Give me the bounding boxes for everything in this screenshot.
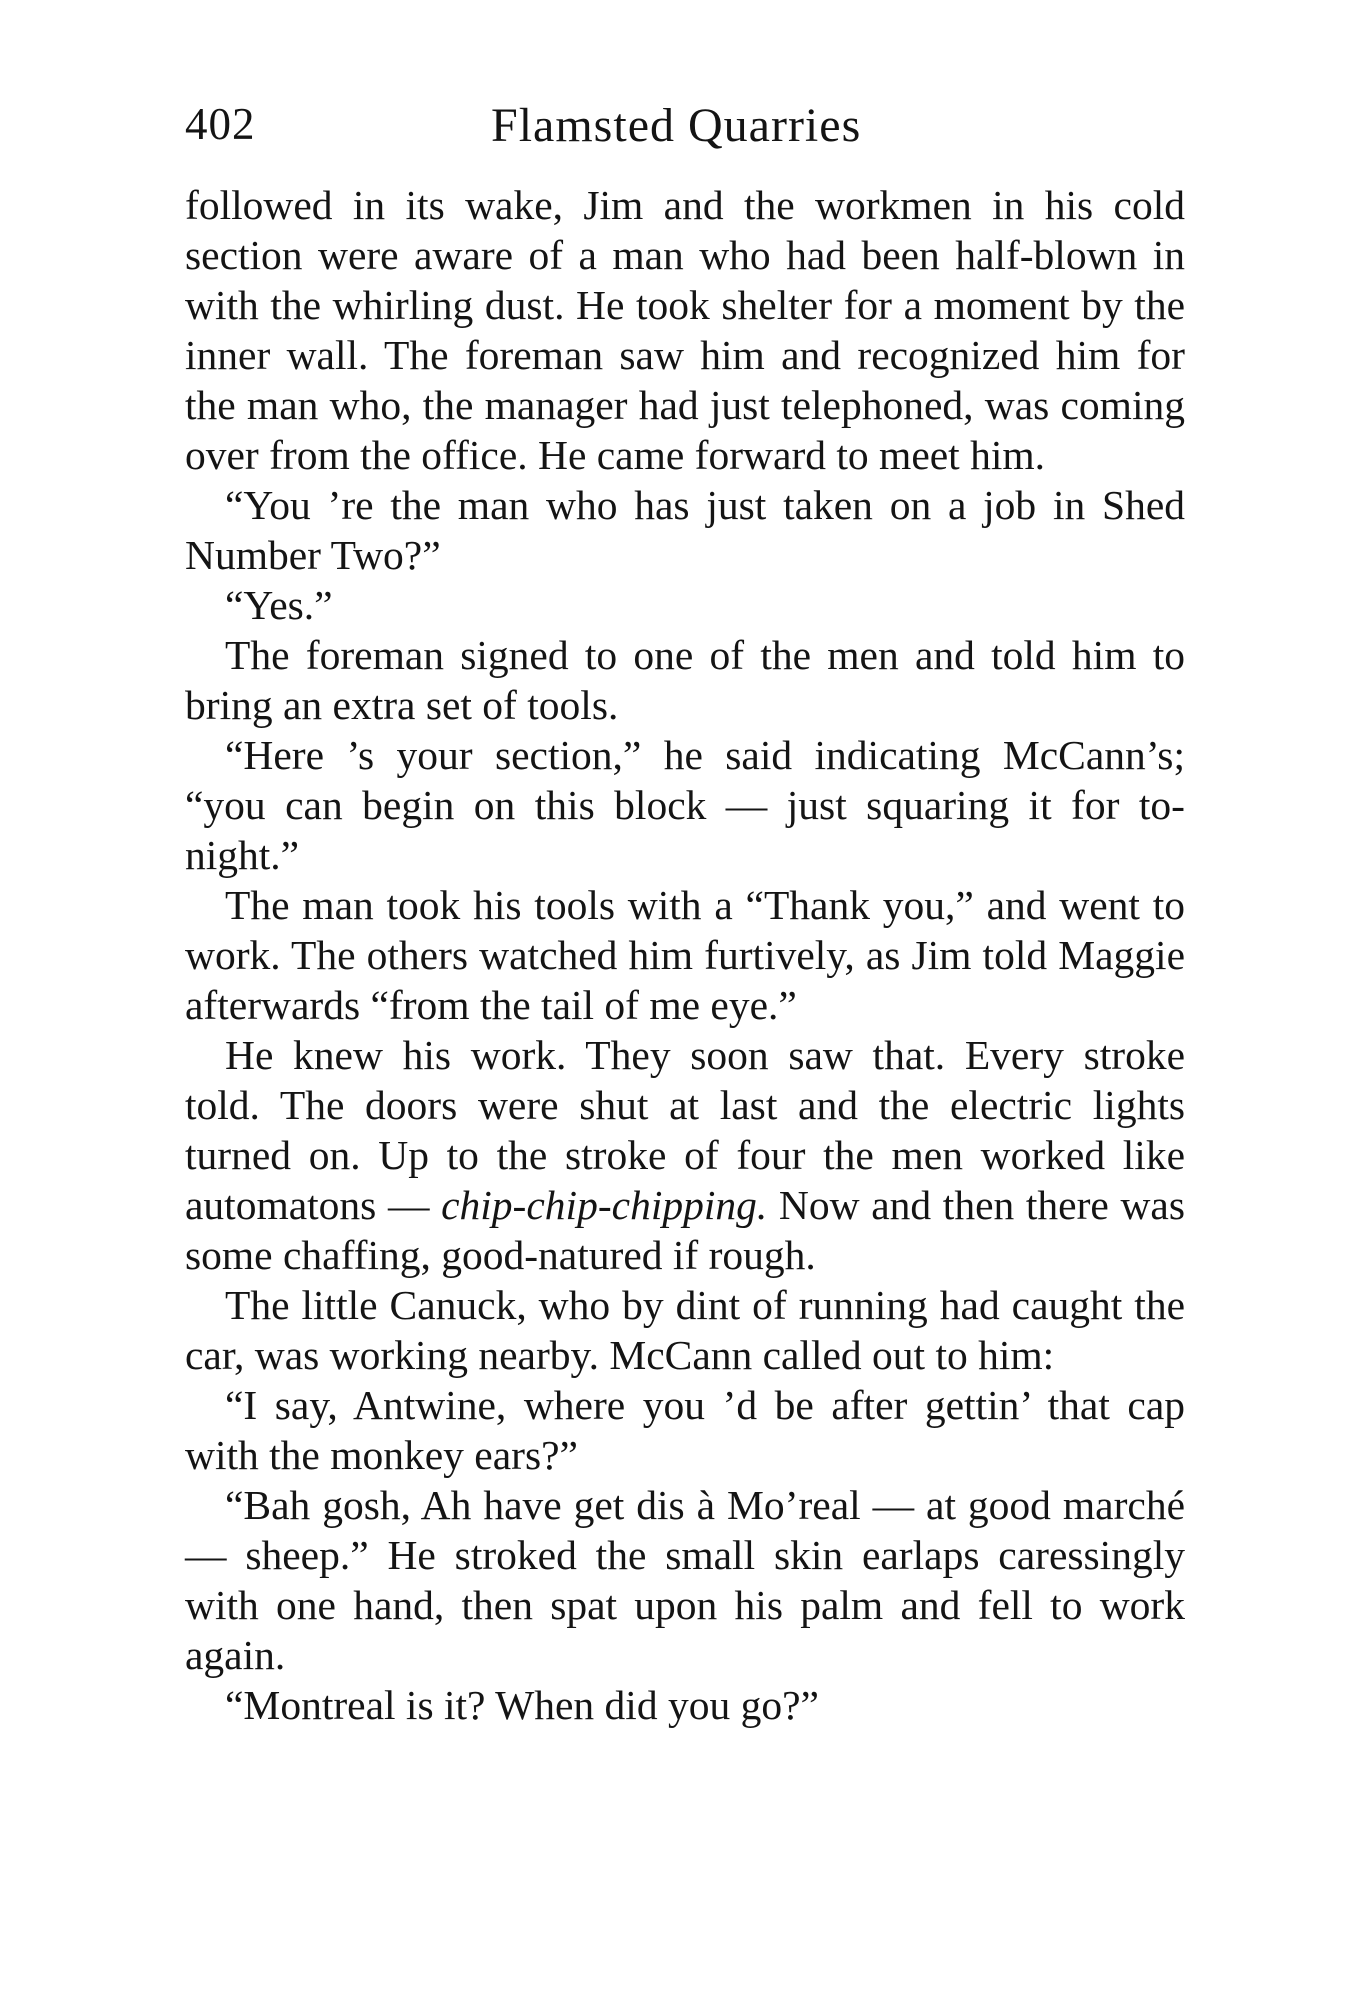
paragraph: “You ’re the man who has just taken on a job in Shed Number Two?” bbox=[185, 482, 1185, 578]
paragraph: “Yes.” bbox=[225, 582, 333, 628]
paragraph-text: He knew his work. They soon saw that. Every stroke told. The doors were shut at last and the electric lights turned on. Up to the stroke of four the men worked like automatons — bbox=[185, 1032, 1185, 1228]
paragraph: “Montreal is it? When did you go?” bbox=[225, 1682, 819, 1728]
italic-phrase: chip-chip-chipping. bbox=[441, 1182, 768, 1228]
paragraph: The foreman signed to one of the men and told him to bring an extra set of tools. bbox=[185, 632, 1185, 728]
body-text bbox=[185, 180, 1185, 1730]
paragraph: “I say, Antwine, where you ’d be after gettin’ that cap with the monkey ears?” bbox=[185, 1382, 1185, 1478]
paragraph: “Here ’s your section,” he said indicating McCann’s; “you can begin on this block — just squaring it for to-night.” bbox=[185, 732, 1185, 878]
paragraph bbox=[185, 1030, 1185, 1280]
paragraph: followed in its wake, Jim and the workmen in his cold section were aware of a man who had been half-blown in with the whirling dust. He took shelter for a moment by the inner wall. The foreman saw him and recognized him for the man who, the manager had just telephoned, was coming over from the office. He came forward to meet him. bbox=[185, 182, 1185, 478]
paragraph: “Bah gosh, Ah have get dis à Mo’real — at good marché — sheep.” He stroked the small skin earlaps caressingly with one hand, then spat upon his palm and fell to work again. bbox=[185, 1482, 1185, 1678]
running-title: Flamsted Quarries bbox=[491, 99, 862, 152]
page-header bbox=[185, 98, 1185, 158]
paragraph: The little Canuck, who by dint of running had caught the car, was working nearby. McCann called out to him: bbox=[185, 1282, 1185, 1378]
paragraph-text: Now and then there was some chaffing, good-natured if rough. bbox=[185, 1182, 1185, 1278]
page-number: 402 bbox=[185, 99, 256, 149]
paragraph: The man took his tools with a “Thank you,” and went to work. The others watched him furtively, as Jim told Maggie afterwards “from the tail of me eye.” bbox=[185, 882, 1185, 1028]
